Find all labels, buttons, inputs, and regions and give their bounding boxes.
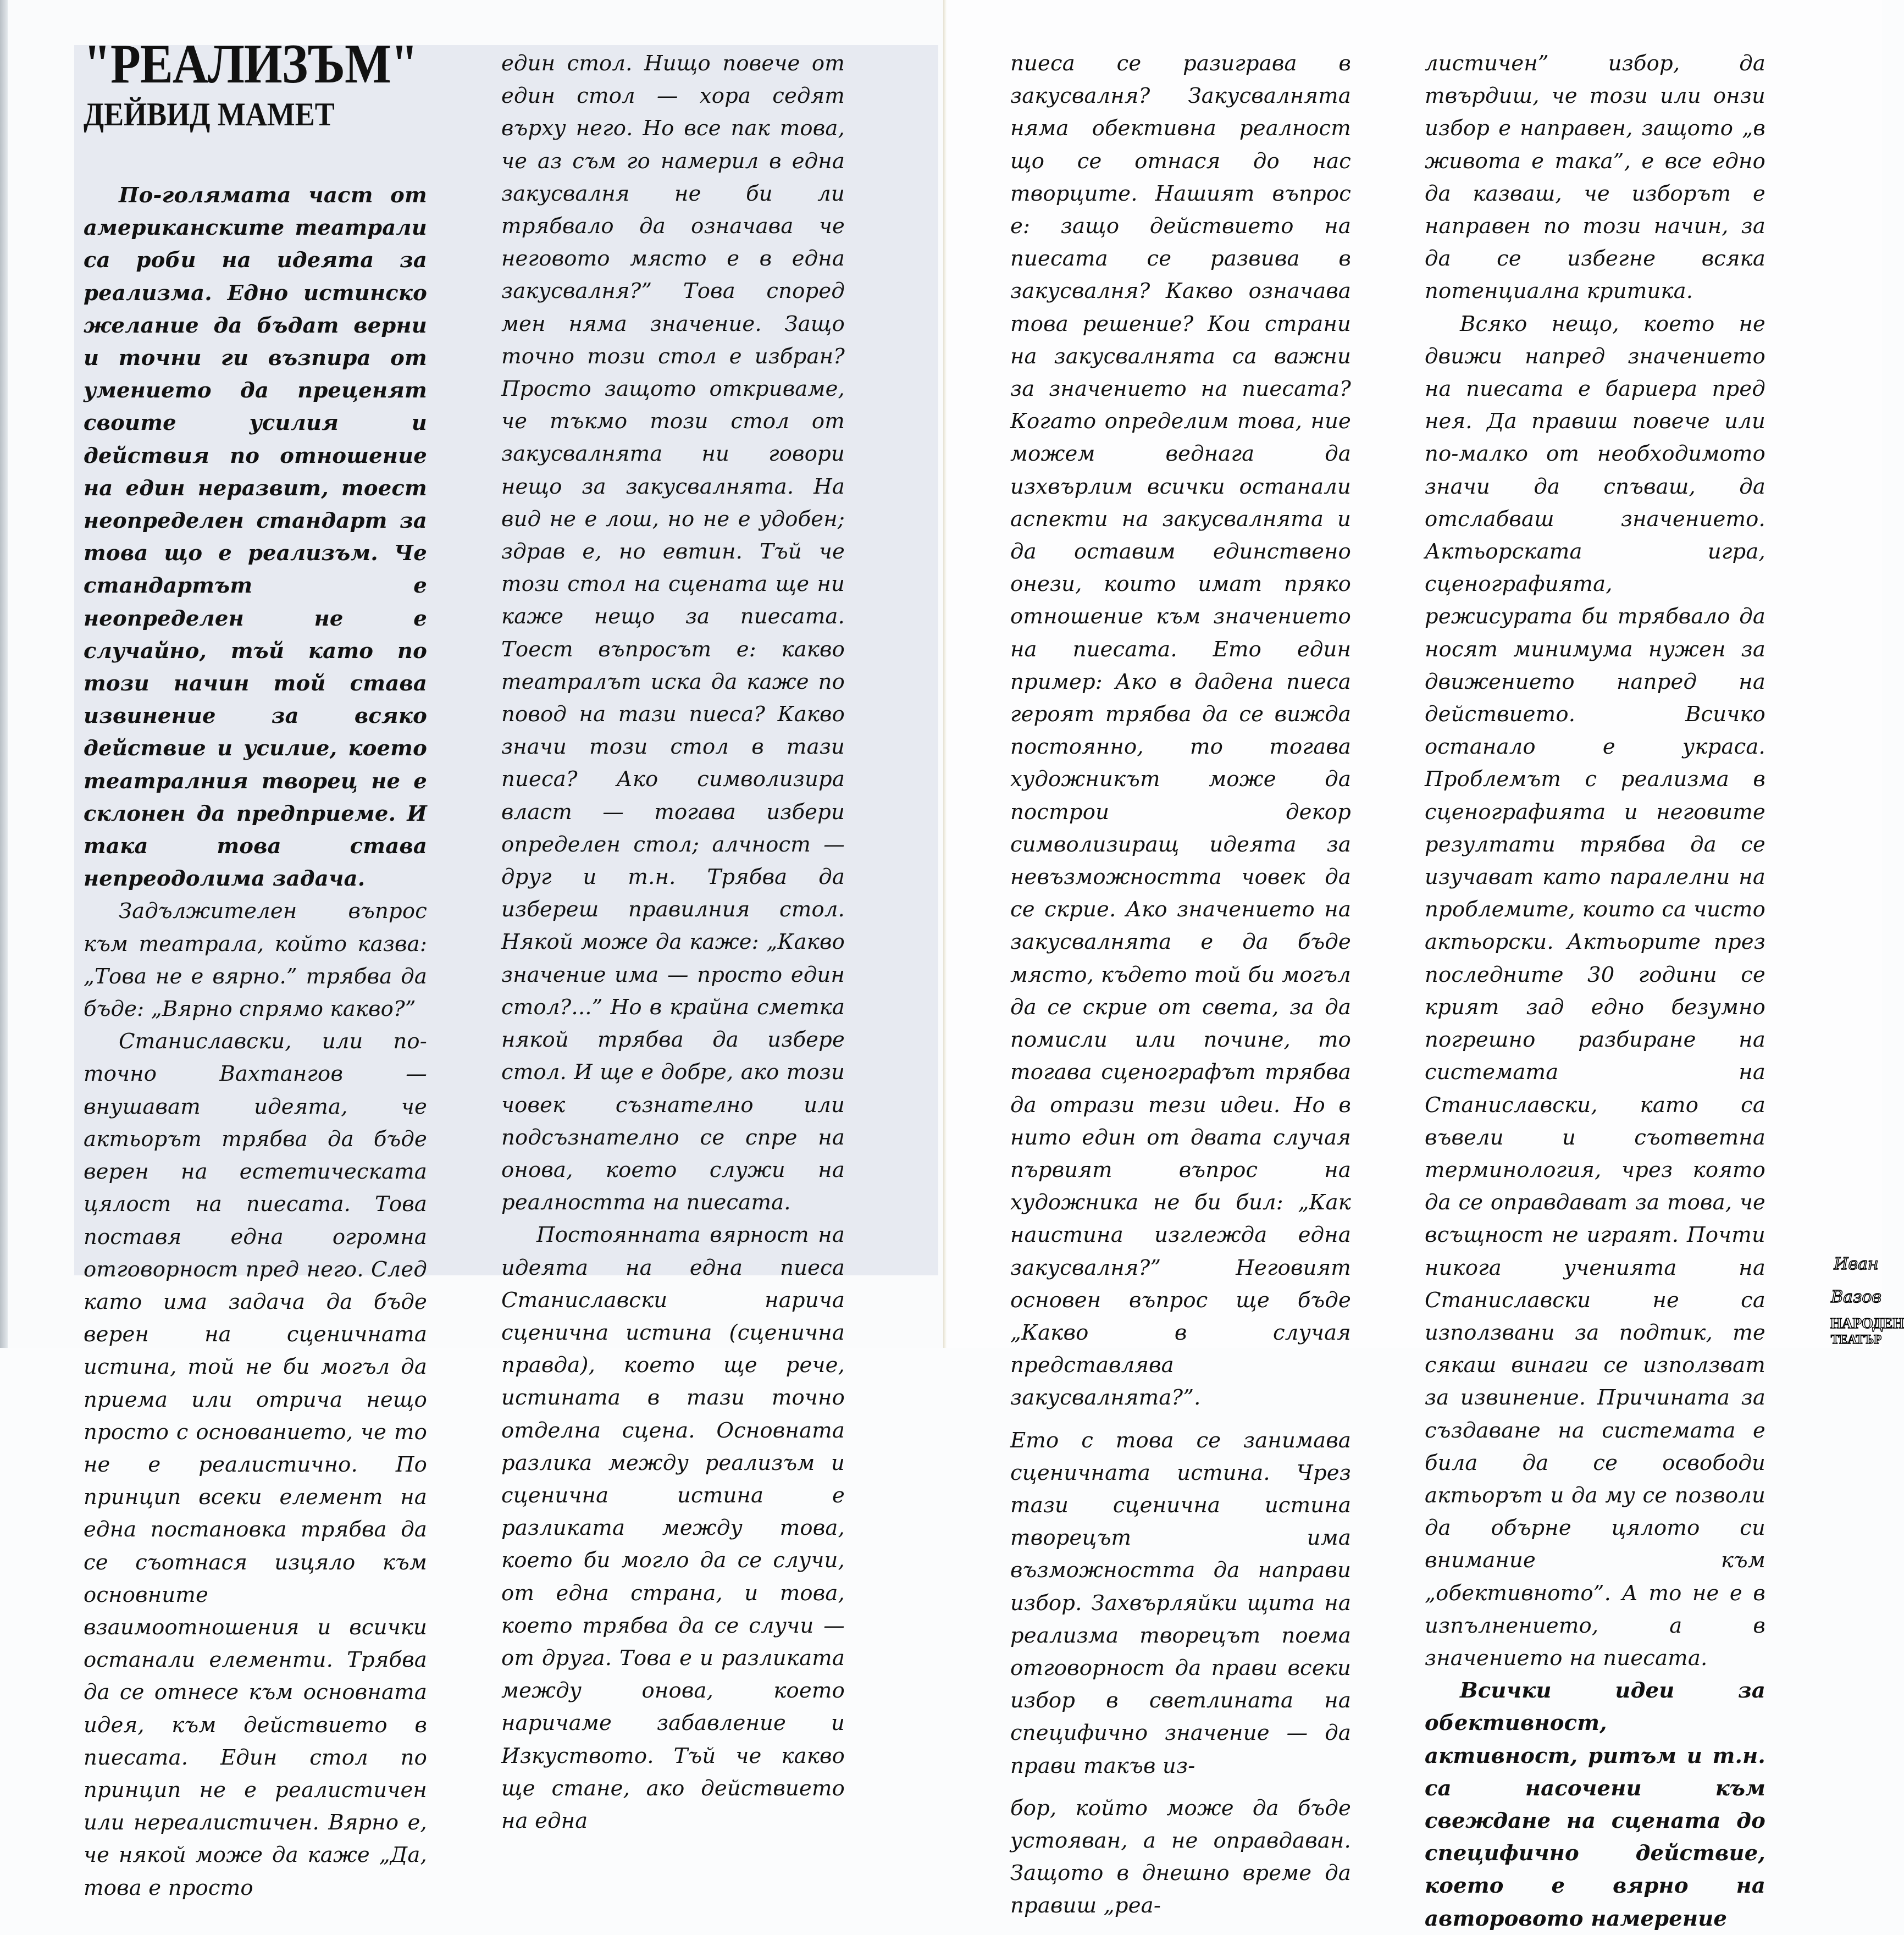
paragraph: бор, който може да бъде устояван, а не оправдаван. Защото в днешно време да правиш „реа- bbox=[1010, 1795, 1351, 1919]
scan-edge bbox=[0, 0, 8, 1348]
text-column-2 bbox=[501, 47, 845, 1837]
logo-line-2: ТЕАТЪР bbox=[1830, 1333, 1882, 1346]
paragraph: Станиславски, или по-точно Вахтангов — внушават идеята, че актьорът трябва да бъде верен на естетическата цялост на пиесата. Това поставя една огромна отговорност пред него. След като има задача да бъде верен на сценичната истина, той не би могъл да приема или отрича нещо просто с основанието, че то не е реалистично. По принцип всеки елемент на една постановка трябва да се съотнася изцяло към основните взаимоотношения и всички останали елементи. Трябва да се отнесе към основната идея, към действието в пиесата. Един стол по принцип не е реалистичен или нереалистичен. Вярно е, че някой може да каже „Да, това е просто bbox=[84, 1029, 427, 1900]
text-column-3 bbox=[1010, 47, 1351, 1922]
logo-signature: Иван Вазов bbox=[1831, 1254, 1881, 1307]
paragraph: листичен” избор, да твърдиш, че този или онзи избор е направен, защото „в живота е така”, е все едно да казваш, че изборът е направен по този начин, за да се избегне всяка потенциална критика. bbox=[1425, 51, 1765, 304]
text-column-1 bbox=[84, 179, 427, 1904]
paragraph: Всяко нещо, което не движи напред значението на пиесата е бариера пред нея. Да правиш повече или по-малко от необходимото значи да спъваш, да отслабваш значението. Актьорската игра, сценографията, режисурата би трябвало да носят минимума нужен за движението напред на действието. Всичко останало е украса. Проблемът с реализма в сценографията и неговите резултати трябва да се изучават като паралелни на проблемите, които са чисто актьорски. Актьорите през последните 30 години се крият зад едно безумно погрешно разбиране на системата на Станиславски, като са въвели и съответна терминология, чрез която да се оправдават за това, че всъщност не играят. Почти никога ученията на Станиславски не са използвани за подтик, те сякаш винаги се използват за извинение. Причината за създаване на системата е била да се освободи актьорът и да му се позволи да обърне цялото си внимание към „обективното”. А то не е в изпълнението, а в значението на пиесата. bbox=[1425, 311, 1765, 1671]
paragraph: Ето с това се занимава сценичната истина. Чрез тази сценична истина творецът има възможността да направи избор. Захвърляйки щита на реализма творецът поема отговорност да прави всеки избор в светлината на специфично значение — да прави такъв из- bbox=[1010, 1428, 1351, 1778]
paragraph: един стол. Нищо повече от един стол — хора седят върху него. Но все пак това, че аз съм го намерил в една закусвалня не би ли трябвало да означава че неговото място е в една закусвалня?” Това според мен няма значение. Защо точно този стол е избран? Просто защото откриваме, че тъкмо този стол от закусвалнята ни говори нещо за закусвалнята. На вид не е лош, но не е удобен; здрав е, но евтин. Тъй че този стол на сцената ще ни каже нещо за пиесата. Тоест въпросът е: какво театралът иска да каже по повод на тази пиеса? Какво значи този стол в тази пиеса? Ако символизира власт — тогава избери определен стол; алчност — друг и т.н. Трябва да избереш правилния стол. Някой може да каже: „Какво значение има — просто един стол?...” Но в крайна сметка някой трябва да избере стол. И ще е добре, ако този човек съзнателно или подсъзнателно се спре на онова, което служи на реалността на пиесата. bbox=[501, 51, 845, 1215]
paragraph: Задължителен въпрос към театрала, който казва: „Това не е вярно.” трябва да бъде: „Вярно спрямо какво?” bbox=[84, 899, 427, 1022]
paragraph: пиеса се разиграва в закусвалня? Закусвалнята няма обективна реалност що се отнася до нас творците. Нашият въпрос е: защо действието на пиесата се развива в закусвалня? Какво означава това решение? Кои страни на закусвалнята са важни за значението на пиесата? Когато определим това, ние можем веднага да изхвърлим всички останали аспекти на закусвалнята и да оставим единствено онези, които имат пряко отношение към значението на пиесата. Ето един пример: Ако в дадена пиеса героят трябва да се вижда постоянно, то тогава художникът може да построи декор символизиращ идеята за невъзможността човек да се скрие. Ако значението на закусвалнята е да бъде място, където той би могъл да се скрие от света, за да помисли или почине, то тогава сценографът трябва да отрази тези идеи. Но в нито един от двата случая първият въпрос на художника не би бил: „Как наистина изглежда една закусвалня?” Неговият основен въпрос ще бъде „Какво в случая представлява закусвалнята?”. bbox=[1010, 51, 1351, 1411]
paragraph: Всички идеи за обективност, активност, ритъм и т.н. са насочени към свеждане на сцената до специфично действие, което е вярно на авторовото намерение bbox=[1425, 1678, 1765, 1931]
logo-line-1: НАРОДЕН bbox=[1830, 1315, 1904, 1331]
text-column-4 bbox=[1425, 47, 1765, 1935]
national-theatre-logo bbox=[1830, 1248, 1904, 1348]
article-title: "РЕАЛИЗЪМ" bbox=[84, 33, 418, 95]
paragraph: Постоянната вярност на идеята на една пиеса Станиславски нарича сценична истина (сценична правда), което ще рече, истината в тази точно отделна сцена. Основната разлика между реализъм и сценична истина е разликата между това, което би могло да се случи, от една страна, и това, което трябва да се случи — от друга. Това е и разликата между онова, което наричаме забавление и Изкуството. Тъй че какво ще стане, ако действието на една bbox=[501, 1223, 845, 1833]
article-author: ДЕЙВИД МАМЕТ bbox=[84, 96, 335, 132]
lead-paragraph: По-голямата част от американските театрали са роби на идеята за реализма. Едно истинско желание да бъдат верни и точни ги възпира от умението да преценят своите усилия и действия по отношение на един неразвит, тоест неопределен стандарт за това що е реализъм. Че стандартът е неопределен не е случайно, тъй като по този начин той става извинение за всяко действие и усилие, което театралния творец не е склонен да предприеме. И така това става непреодолима задача. bbox=[84, 183, 427, 892]
